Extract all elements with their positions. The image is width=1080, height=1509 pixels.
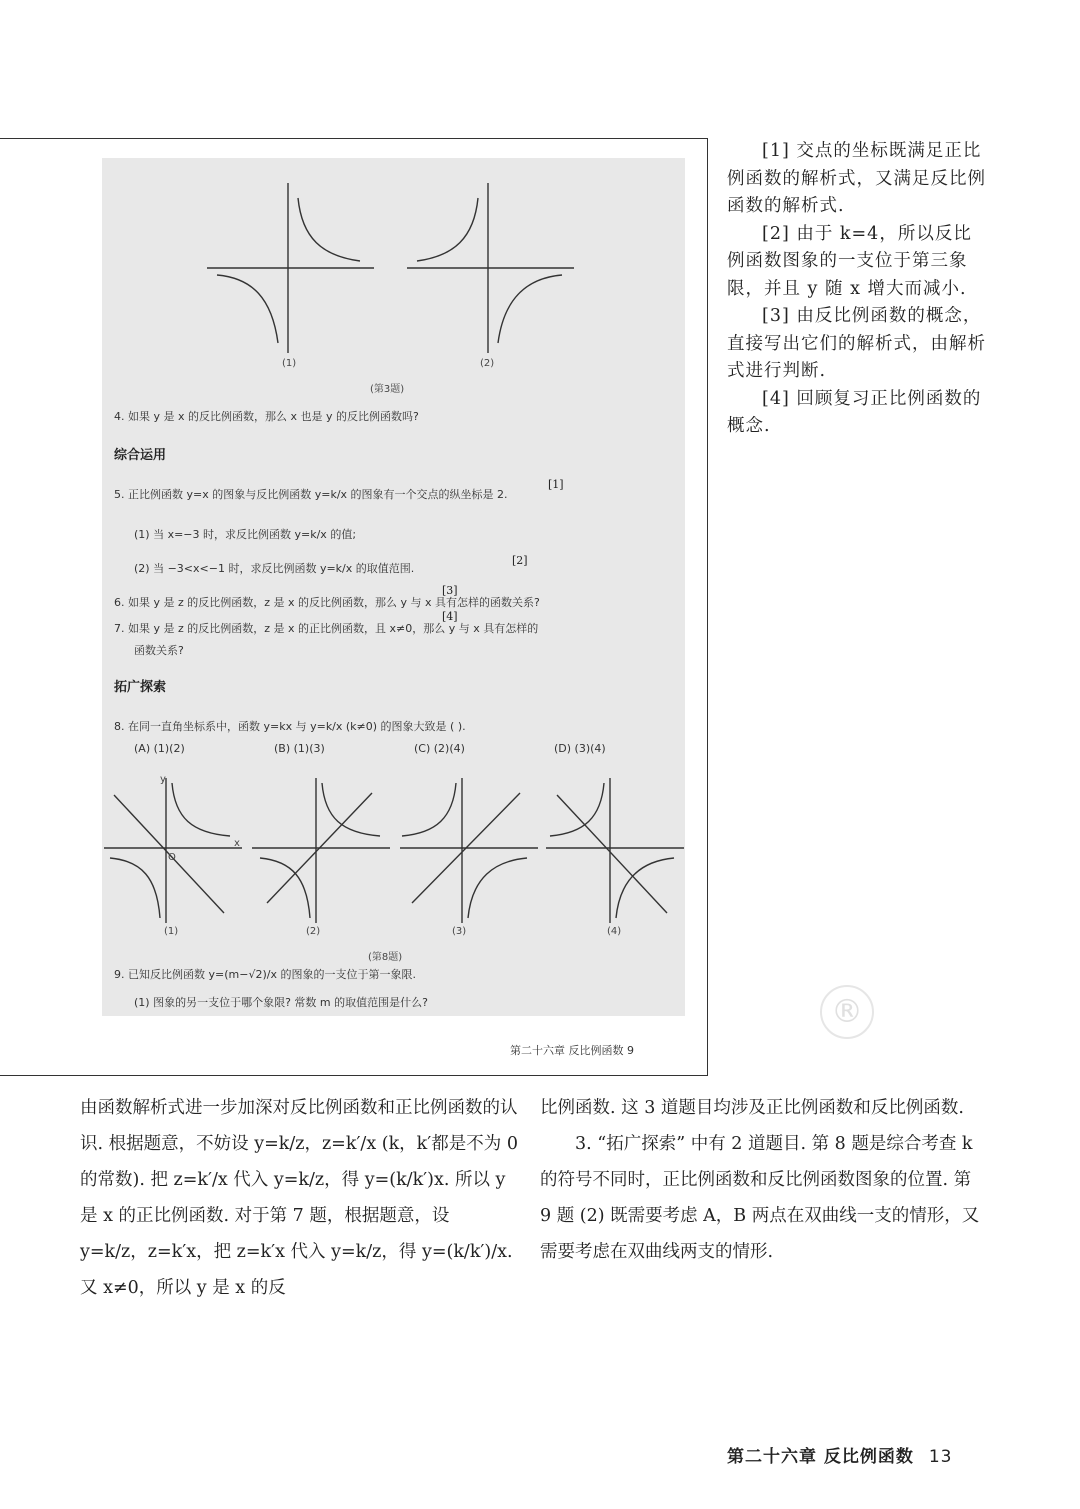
top-graph-2 [407,183,574,353]
bottom-graph-3 [400,778,538,923]
question-9-1: (1) 图象的另一支位于哪个象限? 常数 m 的取值范围是什么? [134,996,428,1009]
body-right-column [540,1090,980,1270]
question-7-cont: 函数关系? [134,644,184,657]
annotation-marker-1: [1] [548,478,564,491]
body-paragraph: 比例函数. 这 3 道题目均涉及正比例函数和反比例函数. [540,1098,964,1118]
inner-page-footer: 第二十六章 反比例函数 9 [510,1044,634,1057]
question-5-2: (2) 当 −3<x<−1 时，求反比例函数 y=k/x 的取值范围. [134,562,415,575]
note-4: [4] 回顾复习正比例函数的概念. [727,388,982,436]
section-heading: 拓广探索 [114,680,167,695]
top-graph-1 [207,183,374,353]
graph-label: (4) [607,926,622,937]
annotation-marker-2: [2] [512,554,528,567]
option-c: (C) (2)(4) [414,742,465,755]
option-d: (D) (3)(4) [554,742,606,755]
graph-label: (1) [282,358,297,369]
section-heading: 综合运用 [114,448,167,463]
question-6: 6. 如果 y 是 z 的反比例函数，z 是 x 的反比例函数，那么 y 与 x 具有怎样的函数关系? [114,596,540,609]
page-number: 13 [928,1447,953,1467]
graph-label: (1) [164,926,179,937]
note-2: [2] 由于 k=4，所以反比例函数图象的一支位于第三象限，并且 y 随 x 增大而减小. [727,223,972,299]
note-3: [3] 由反比例函数的概念，直接写出它们的解析式，由解析式进行判断. [727,306,986,381]
note-1: [1] 交点的坐标既满足正比例函数的解析式，又满足反比例函数的解析式. [727,141,986,216]
page-footer [727,1442,952,1467]
registered-watermark: ® [820,985,874,1039]
bottom-graph-1 [104,778,242,923]
bottom-graph-4 [546,778,684,923]
question-5: 5. 正比例函数 y=x 的图象与反比例函数 y=k/x 的图象有一个交点的纵坐标是 2. [114,488,508,501]
sidebar-notes [727,138,987,441]
body-left-column [80,1090,520,1306]
body-paragraph: 3. “拓广探索” 中有 2 道题目. 第 8 题是综合考查 k 的符号不同时，正比例函数和反比例函数图象的位置. 第 9 题 (2) 既需要考虑 A，B 两点在双曲线一支的情形，又需要考虑在双曲线两支的情形. [540,1134,980,1262]
question-8: 8. 在同一直角坐标系中，函数 y=kx 与 y=k/x (k≠0) 的图象大致是 ( ). [114,720,466,733]
option-a: (A) (1)(2) [134,742,185,755]
question-9: 9. 已知反比例函数 y=(m−√2)/x 的图象的一支位于第一象限. [114,968,416,981]
body-paragraph: 由函数解析式进一步加深对反比例函数和正比例函数的认识. 根据题意，不妨设 y=k/z，z=k′/x (k，k′都是不为 0 的常数). 把 z=k′/x 代入 y=k/z，得 y=(k/k′)x. 所以 y 是 x 的正比例函数. 对于第 7 题，根据题意，设 y=k/z，z=k′x，把 z=k′x 代入 y=k/z，得 y=(k/k′)/x. 又 x≠0，所以 y 是 x 的反 [80,1098,518,1298]
textbook-page-image [102,158,685,1016]
option-b: (B) (1)(3) [274,742,325,755]
question-7: 7. 如果 y 是 z 的反比例函数，z 是 x 的正比例函数，且 x≠0，那么 y 与 x 具有怎样的 [114,622,539,635]
graphs-svg [102,158,685,1016]
question-5-1: (1) 当 x=−3 时，求反比例函数 y=k/x 的值; [134,528,357,541]
axis-x-label: x [234,838,240,849]
annotation-marker-3: [3] [442,584,458,597]
graph-label: (2) [306,926,321,937]
graph-label: (3) [452,926,467,937]
figure-caption: (第8题) [368,952,403,963]
annotation-marker-4: [4] [442,610,458,623]
figure-caption: (第3题) [370,384,405,395]
origin-label: O [168,852,176,863]
graph-label: (2) [480,358,495,369]
bottom-graph-2 [252,778,390,923]
question-4: 4. 如果 y 是 x 的反比例函数，那么 x 也是 y 的反比例函数吗? [114,410,419,423]
axis-y-label: y [160,774,166,785]
chapter-title: 第二十六章 反比例函数 [727,1447,914,1467]
